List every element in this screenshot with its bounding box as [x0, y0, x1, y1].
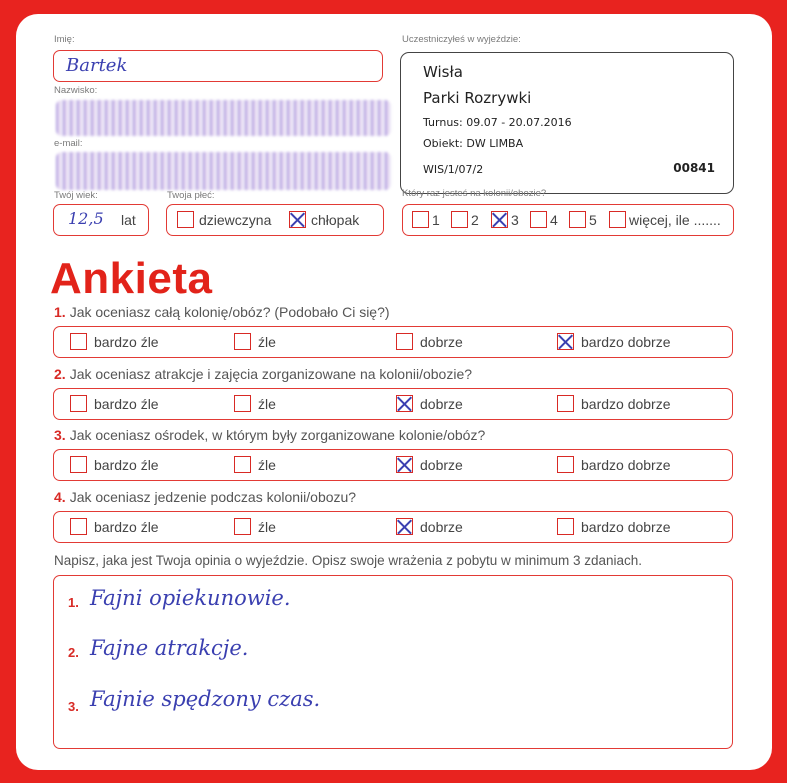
question-4-checkbox-4[interactable] — [557, 518, 574, 535]
question-4-checkbox-1[interactable] — [70, 518, 87, 535]
option-raz-3: 3 — [511, 212, 519, 228]
question-1-text: Jak oceniasz całą kolonię/obóz? (Podobało Ci się?) — [69, 304, 390, 320]
question-4-options — [53, 511, 733, 543]
question-1-checkbox-1[interactable] — [70, 333, 87, 350]
opinion-line-2-num: 2. — [68, 645, 79, 660]
imie-value: Bartek — [66, 55, 128, 76]
question-3-option-3: dobrze — [420, 457, 463, 473]
opinion-line-3-num: 3. — [68, 699, 79, 714]
checkbox-chlopak[interactable] — [289, 211, 306, 228]
question-1-checkbox-2[interactable] — [234, 333, 251, 350]
question-3-option-2: źle — [258, 457, 276, 473]
question-2-number: 2. — [54, 366, 66, 382]
survey-title: Ankieta — [50, 254, 213, 303]
checkbox-raz-wiecej[interactable] — [609, 211, 626, 228]
question-4-option-3: dobrze — [420, 519, 463, 535]
question-4-option-1: bardzo źle — [94, 519, 159, 535]
checkbox-raz-3[interactable] — [491, 211, 508, 228]
email-redacted — [56, 152, 391, 190]
question-3-option-1: bardzo źle — [94, 457, 159, 473]
ticket-turnus: Turnus: 09.07 - 20.07.2016 — [423, 116, 572, 129]
ticket-obiekt: Obiekt: DW LIMBA — [423, 137, 524, 150]
question-2-options — [53, 388, 733, 420]
question-1-option-4: bardzo dobrze — [581, 334, 671, 350]
wiek-label: Twój wiek: — [54, 190, 98, 201]
option-raz-5: 5 — [589, 212, 597, 228]
opinion-line-3: Fajnie spędzony czas. — [90, 687, 321, 711]
ticket-number: 00841 — [673, 161, 715, 175]
question-3 — [54, 427, 485, 443]
plec-field — [166, 204, 384, 236]
trip-ticket — [400, 52, 734, 194]
question-3-checkbox-1[interactable] — [70, 456, 87, 473]
plec-label: Twoja płeć: — [167, 190, 215, 201]
question-1-option-2: źle — [258, 334, 276, 350]
question-4-option-2: źle — [258, 519, 276, 535]
question-1-option-3: dobrze — [420, 334, 463, 350]
question-4-checkbox-3[interactable] — [396, 518, 413, 535]
question-1-number: 1. — [54, 304, 66, 320]
question-2-option-4: bardzo dobrze — [581, 396, 671, 412]
question-2-checkbox-2[interactable] — [234, 395, 251, 412]
checkbox-dziewczyna[interactable] — [177, 211, 194, 228]
question-1-checkbox-3[interactable] — [396, 333, 413, 350]
nazwisko-label: Nazwisko: — [54, 85, 98, 96]
question-4-checkbox-2[interactable] — [234, 518, 251, 535]
question-2-option-2: źle — [258, 396, 276, 412]
question-3-options — [53, 449, 733, 481]
question-4-number: 4. — [54, 489, 66, 505]
option-dziewczyna: dziewczyna — [199, 212, 272, 228]
question-3-checkbox-3[interactable] — [396, 456, 413, 473]
survey-sheet — [16, 14, 772, 770]
checkbox-raz-4[interactable] — [530, 211, 547, 228]
question-3-checkbox-2[interactable] — [234, 456, 251, 473]
option-raz-4: 4 — [550, 212, 558, 228]
opinion-line-2: Fajne atrakcje. — [90, 636, 249, 660]
question-2-text: Jak oceniasz atrakcje i zajęcia zorganizowane na kolonii/obozie? — [69, 366, 473, 382]
wiek-value: 12,5 — [68, 209, 104, 228]
imie-field[interactable] — [53, 50, 383, 82]
question-2-option-3: dobrze — [420, 396, 463, 412]
question-1-checkbox-4[interactable] — [557, 333, 574, 350]
question-1-options — [53, 326, 733, 358]
question-2-checkbox-4[interactable] — [557, 395, 574, 412]
question-1-option-1: bardzo źle — [94, 334, 159, 350]
uczestnictwo-label: Uczestniczyłeś w wyjeździe: — [402, 34, 521, 45]
option-chlopak: chłopak — [311, 212, 360, 228]
question-2 — [54, 366, 472, 382]
question-4-option-4: bardzo dobrze — [581, 519, 671, 535]
question-4 — [54, 489, 356, 505]
question-3-checkbox-4[interactable] — [557, 456, 574, 473]
wiek-field[interactable] — [53, 204, 149, 236]
question-3-option-4: bardzo dobrze — [581, 457, 671, 473]
ktory-raz-label: Który raz jesteś na kolonii/obozie? — [402, 188, 547, 199]
option-raz-wiecej: więcej, ile ....... — [629, 212, 721, 228]
email-label: e-mail: — [54, 138, 83, 149]
question-3-text: Jak oceniasz ośrodek, w którym były zorganizowane kolonie/obóz? — [69, 427, 486, 443]
checkbox-raz-5[interactable] — [569, 211, 586, 228]
question-1 — [54, 304, 390, 320]
question-4-text: Jak oceniasz jedzenie podczas kolonii/obozu? — [69, 489, 357, 505]
question-2-checkbox-3[interactable] — [396, 395, 413, 412]
imie-label: Imię: — [54, 34, 75, 45]
opinion-prompt: Napisz, jaka jest Twoja opinia o wyjeździe. Opisz swoje wrażenia z pobytu w minimum 3 zdaniach. — [54, 553, 643, 568]
checkbox-raz-2[interactable] — [451, 211, 468, 228]
opinion-field[interactable] — [53, 575, 733, 749]
question-3-number: 3. — [54, 427, 66, 443]
option-raz-2: 2 — [471, 212, 479, 228]
opinion-line-1-num: 1. — [68, 595, 79, 610]
nazwisko-redacted — [56, 100, 391, 136]
opinion-line-1: Fajni opiekunowie. — [90, 586, 291, 610]
option-raz-1: 1 — [432, 212, 440, 228]
ticket-place: Wisła — [423, 63, 463, 81]
ticket-subtitle: Parki Rozrywki — [423, 89, 532, 107]
wiek-unit: lat — [121, 212, 136, 228]
question-2-option-1: bardzo źle — [94, 396, 159, 412]
question-2-checkbox-1[interactable] — [70, 395, 87, 412]
checkbox-raz-1[interactable] — [412, 211, 429, 228]
ticket-code: WIS/1/07/2 — [423, 163, 484, 176]
ktory-raz-field — [402, 204, 734, 236]
